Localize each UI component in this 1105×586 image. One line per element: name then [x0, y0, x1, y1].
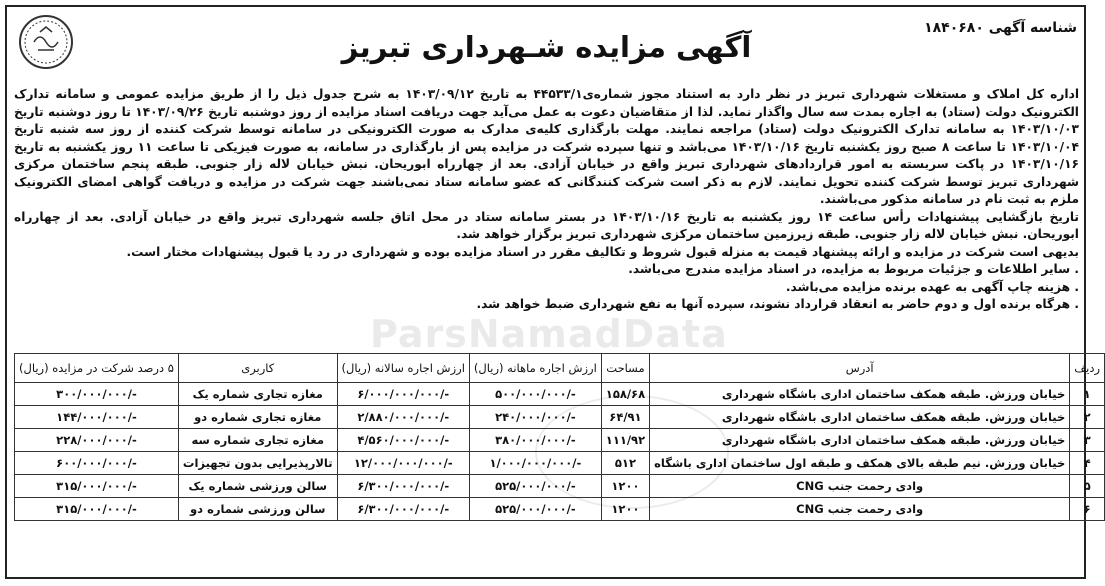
cell-usage: سالن ورزشی شماره یک	[178, 475, 337, 498]
ad-body	[14, 86, 1079, 314]
watermark: ParsNamadData	[370, 312, 728, 356]
header-deposit: ۵ درصد شرکت در مزایده (ریال)	[15, 354, 179, 383]
cell-monthly-rent: -/۵۲۵/۰۰۰/۰۰۰	[469, 498, 601, 521]
cell-annual-rent: -/۶/۳۰۰/۰۰۰/۰۰۰	[337, 498, 469, 521]
cell-address: وادی رحمت جنب CNG	[650, 498, 1070, 521]
header-monthly-rent: ارزش اجاره ماهانه (ریال)	[469, 354, 601, 383]
cell-address: خیابان ورزش. نیم طبقه بالای همکف و طبقه اول ساختمان اداری باشگاه	[650, 452, 1070, 475]
cell-annual-rent: -/۲/۸۸۰/۰۰۰/۰۰۰	[337, 406, 469, 429]
paragraph-print-cost: . هزینه چاپ آگهی به عهده برنده مزایده می‌باشد.	[785, 279, 1079, 294]
cell-area: ۱۵۸/۶۸	[601, 383, 649, 406]
table-row	[15, 383, 1105, 406]
table-row	[15, 406, 1105, 429]
cell-deposit: -/۱۴۴/۰۰۰/۰۰۰	[15, 406, 179, 429]
page-title: آگهی مزایده شـهرداری تبریز	[341, 30, 752, 64]
cell-monthly-rent: -/۵۰۰/۰۰۰/۰۰۰	[469, 383, 601, 406]
cell-area: ۱۲۰۰	[601, 498, 649, 521]
cell-monthly-rent: -/۱/۰۰۰/۰۰۰/۰۰۰	[469, 452, 601, 475]
cell-usage: مغازه تجاری شماره دو	[178, 406, 337, 429]
cell-row-number: ۶	[1070, 498, 1105, 521]
cell-annual-rent: -/۶/۰۰۰/۰۰۰/۰۰۰	[337, 383, 469, 406]
header-usage: کاربری	[178, 354, 337, 383]
cell-address: خیابان ورزش. طبقه همکف ساختمان اداری باشگاه شهرداری	[650, 406, 1070, 429]
cell-deposit: -/۳۱۵/۰۰۰/۰۰۰	[15, 475, 179, 498]
cell-address: وادی رحمت جنب CNG	[650, 475, 1070, 498]
cell-annual-rent: -/۴/۵۶۰/۰۰۰/۰۰۰	[337, 429, 469, 452]
cell-deposit: -/۳۰۰/۰۰۰/۰۰۰	[15, 383, 179, 406]
cell-deposit: -/۳۱۵/۰۰۰/۰۰۰	[15, 498, 179, 521]
cell-deposit: -/۲۲۸/۰۰۰/۰۰۰	[15, 429, 179, 452]
cell-annual-rent: -/۱۲/۰۰۰/۰۰۰/۰۰۰	[337, 452, 469, 475]
header-row-number: ردیف	[1070, 354, 1105, 383]
cell-row-number: ۱	[1070, 383, 1105, 406]
ad-id: شناسه آگهی ۱۸۴۰۶۸۰	[924, 20, 1077, 36]
header-area: مساحت	[601, 354, 649, 383]
table-row	[15, 452, 1105, 475]
cell-address: خیابان ورزش. طبقه همکف ساختمان اداری باشگاه شهرداری	[650, 383, 1070, 406]
table-row	[15, 429, 1105, 452]
table-header-row	[15, 354, 1105, 383]
cell-monthly-rent: -/۳۸۰/۰۰۰/۰۰۰	[469, 429, 601, 452]
cell-row-number: ۴	[1070, 452, 1105, 475]
cell-usage: مغازه تجاری شماره سه	[178, 429, 337, 452]
cell-area: ۵۱۲	[601, 452, 649, 475]
cell-row-number: ۵	[1070, 475, 1105, 498]
cell-row-number: ۲	[1070, 406, 1105, 429]
cell-deposit: -/۶۰۰/۰۰۰/۰۰۰	[15, 452, 179, 475]
paragraph-main: اداره کل املاک و مستغلات شهرداری تبریز در نظر دارد به استناد مجوز شماره‌ی۴۴۵۳۳/۱ به تاریخ ۱۴۰۳/۰۹/۱۲ به شرح جدول ذیل را از طریق مزایده عمومی و سامانه تدارک الکترونیک دولت (ستاد) به اجاره بمدت سه سال واگذار نماید. لذا از متقاضیان دعوت به عمل می‌آید جهت دریافت اسناد مزایده از روز دوشنبه تاریخ ۱۴۰۳/۰۹/۲۶ تا روز دوشنبه تاریخ ۱۴۰۳/۱۰/۰۳ به سامانه تدارک الکترونیک دولت (ستاد) مراجعه نمایند. مهلت بارگذاری کلیه‌ی مدارک به صورت الکترونیکی در سامانه توسط شرکت کننده از روز سه شنبه تاریخ ۱۴۰۳/۱۰/۰۴ تا ساعت ۸ صبح روز یکشنبه تاریخ ۱۴۰۳/۱۰/۱۶ می‌باشد و تنها سپرده شرکت در مزایده پس از بارگذاری در سامانه، به صورت فیزیکی تا ساعت ۱۱ روز یکشنبه به تاریخ ۱۴۰۳/۱۰/۱۶ در پاکت سربسته به امور قراردادهای شهرداری تبریز واقع در خیابان آزادی. بعد از چهارراه ابوریحان. نبش خیابان لاله زار جنوبی. طبقه پنجم ساختمان مرکزی شهرداری تبریز توسط شرکت کننده تحویل نمایند. لازم به ذکر است شرکت کنندگانی که عضو سامانه ستاد نمی‌باشند جهت شرکت در مزایده و دریافت گواهی امضای الکترونیک ملزم به ثبت نام در سامانه مذکور می‌باشند.	[14, 87, 1079, 206]
table-row	[15, 498, 1105, 521]
cell-area: ۶۴/۹۱	[601, 406, 649, 429]
cell-monthly-rent: -/۲۴۰/۰۰۰/۰۰۰	[469, 406, 601, 429]
cell-usage: سالن ورزشی شماره دو	[178, 498, 337, 521]
cell-annual-rent: -/۶/۳۰۰/۰۰۰/۰۰۰	[337, 475, 469, 498]
paragraph-forfeit: . هرگاه برنده اول و دوم حاضر به انعقاد قرارداد نشوند، سپرده آنها به نفع شهرداری ضبط خواهد شد.	[476, 297, 1079, 311]
header-address: آدرس	[650, 354, 1070, 383]
cell-usage: مغازه تجاری شماره یک	[178, 383, 337, 406]
paragraph-terms: بدیهی است شرکت در مزایده و ارائه پیشنهاد قیمت به منزله قبول شروط و تکالیف مقرر در اسناد مزایده بوده و شهرداری در رد یا قبول پیشنهادات مختار است.	[126, 244, 1079, 259]
cell-usage: تالارپذیرایی بدون تجهیزات	[178, 452, 337, 475]
cell-row-number: ۳	[1070, 429, 1105, 452]
paragraph-opening: تاریخ بازگشایی پیشنهادات رأس ساعت ۱۴ روز یکشنبه به تاریخ ۱۴۰۳/۱۰/۱۶ در بستر سامانه ستاد در محل اتاق جلسه شهرداری تبریز واقع در خیابان آزادی. بعد از چهارراه ابوریحان. نبش خیابان لاله زار جنوبی. طبقه زیرزمین ساختمان مرکزی شهرداری تبریز برگزار خواهد شد.	[14, 209, 1079, 241]
auction-table	[14, 353, 1105, 521]
paragraph-details: . سایر اطلاعات و جزئیات مربوط به مزایده، در اسناد مزایده مندرج می‌باشد.	[628, 262, 1079, 276]
cell-monthly-rent: -/۵۲۵/۰۰۰/۰۰۰	[469, 475, 601, 498]
cell-area: ۱۲۰۰	[601, 475, 649, 498]
header-annual-rent: ارزش اجاره سالانه (ریال)	[337, 354, 469, 383]
cell-area: ۱۱۱/۹۲	[601, 429, 649, 452]
cell-address: خیابان ورزش. طبقه همکف ساختمان اداری باشگاه شهرداری	[650, 429, 1070, 452]
table-row	[15, 475, 1105, 498]
